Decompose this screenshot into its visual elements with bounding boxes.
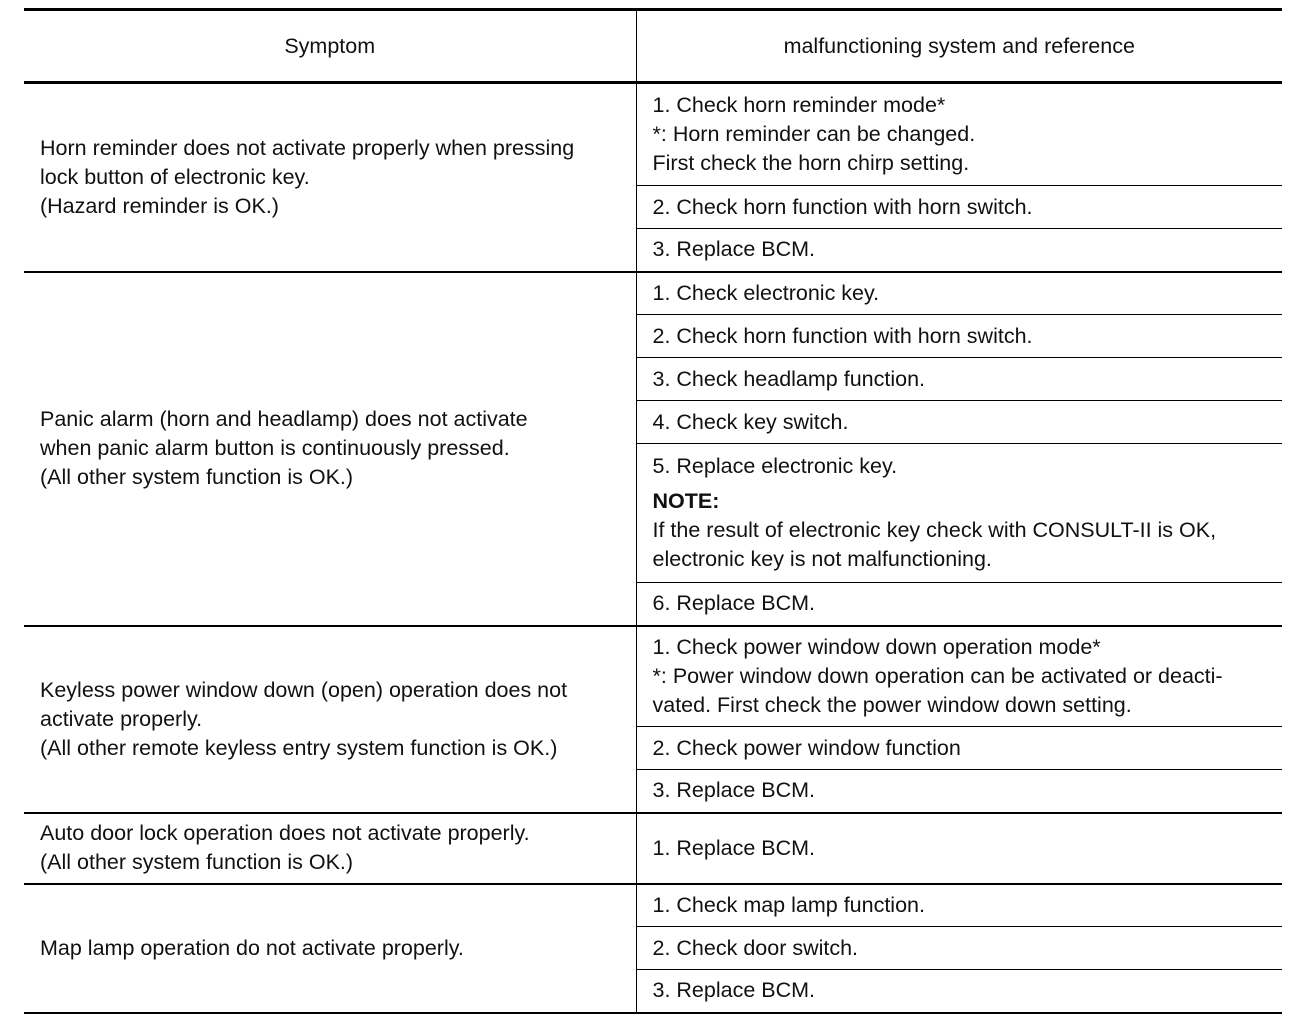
reference-column-header: malfunctioning system and reference	[636, 10, 1282, 83]
text-line: Map lamp operation do not activate properly.	[40, 935, 464, 960]
step-cell	[636, 401, 1282, 444]
text-line: Keyless power window down (open) operation does not	[40, 677, 568, 702]
table-row	[24, 83, 1282, 186]
step-cell	[636, 927, 1282, 970]
table-row	[24, 813, 1282, 884]
text-line: *: Power window down operation can be activated or deacti-	[652, 663, 1223, 688]
step-cell	[636, 813, 1282, 884]
text-line: 2. Check horn function with horn switch.	[652, 194, 1033, 219]
step-cell	[636, 626, 1282, 727]
text-line: 3. Replace BCM.	[652, 237, 816, 262]
text-line: 5. Replace electronic key.	[652, 454, 898, 478]
table-row	[24, 272, 1282, 315]
text-line: 3. Replace BCM.	[652, 778, 816, 803]
step-cell	[636, 272, 1282, 315]
text-line: (All other system function is OK.)	[40, 465, 354, 489]
text-line: electronic key is not malfunctioning.	[652, 547, 992, 571]
symptom-cell	[24, 272, 636, 626]
text-line: Auto door lock operation does not activate properly.	[40, 821, 530, 845]
step-cell	[636, 770, 1282, 813]
text-line: 1. Check power window down operation mode*	[652, 634, 1101, 659]
table-body	[24, 83, 1282, 1013]
step-cell	[636, 884, 1282, 927]
text-line: 2. Check door switch.	[652, 935, 859, 960]
text-line: (All other system function is OK.)	[40, 850, 354, 874]
text-line: activate properly.	[40, 706, 203, 731]
text-line: 6. Replace BCM.	[652, 591, 816, 616]
text-line: lock button of electronic key.	[40, 164, 310, 189]
symptom-cell	[24, 626, 636, 813]
text-line: 1. Check map lamp function.	[652, 892, 925, 917]
text-line: First check the horn chirp setting.	[652, 151, 970, 175]
text-line: If the result of electronic key check with CONSULT-II is OK,	[652, 518, 1217, 542]
text-line: 3. Replace BCM.	[652, 978, 816, 1003]
table-header-row	[24, 10, 1282, 83]
text-line: 1. Replace BCM.	[652, 835, 816, 860]
troubleshooting-table-container	[24, 8, 1282, 1014]
symptom-column-header: Symptom	[24, 10, 636, 83]
troubleshooting-table	[24, 8, 1282, 1014]
step-cell	[636, 315, 1282, 358]
symptom-cell	[24, 884, 636, 1013]
step-cell	[636, 358, 1282, 401]
note-label: NOTE:	[652, 489, 720, 513]
text-line: (All other remote keyless entry system function is OK.)	[40, 735, 558, 760]
symptom-cell	[24, 813, 636, 884]
text-line: 4. Check key switch.	[652, 409, 849, 434]
text-line: vated. First check the power window down setting.	[652, 692, 1132, 717]
symptom-cell	[24, 83, 636, 272]
text-line: 2. Check horn function with horn switch.	[652, 323, 1033, 348]
step-cell	[636, 186, 1282, 229]
table-row	[24, 626, 1282, 727]
text-line: 2. Check power window function	[652, 735, 961, 760]
step-cell	[636, 83, 1282, 186]
text-line: when panic alarm button is continuously pressed.	[40, 436, 510, 460]
text-line: 1. Check horn reminder mode*	[652, 93, 946, 117]
step-cell	[636, 229, 1282, 272]
text-line: 1. Check electronic key.	[652, 280, 880, 305]
step-cell	[636, 444, 1282, 583]
step-cell	[636, 583, 1282, 626]
text-line: (Hazard reminder is OK.)	[40, 193, 279, 218]
step-cell	[636, 727, 1282, 770]
text-line: Horn reminder does not activate properly when pressing	[40, 135, 575, 160]
text-line: Panic alarm (horn and headlamp) does not activate	[40, 407, 528, 431]
text-line: 3. Check headlamp function.	[652, 366, 925, 391]
step-cell	[636, 970, 1282, 1013]
table-row	[24, 884, 1282, 927]
text-line: *: Horn reminder can be changed.	[652, 122, 976, 146]
